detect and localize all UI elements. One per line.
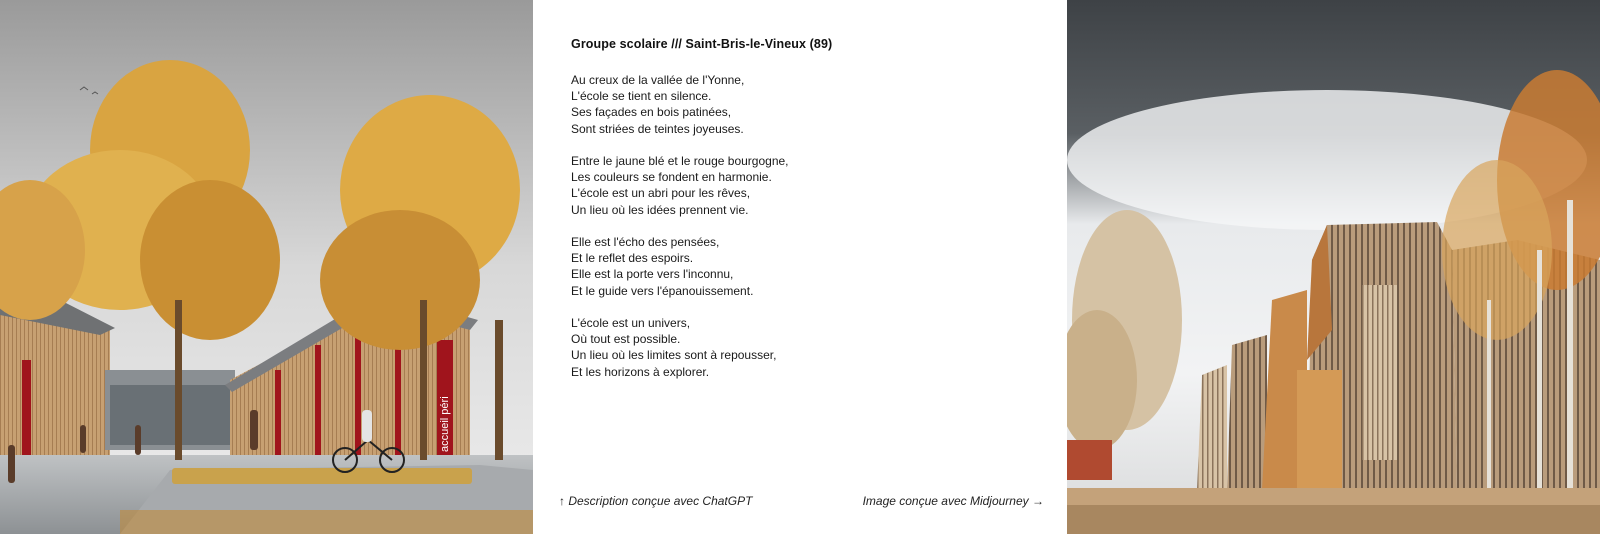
poem-line: Elle est l'écho des pensées,: [571, 235, 720, 249]
project-title: Groupe scolaire /// Saint-Bris-le-Vineux (89): [571, 37, 833, 51]
poem-line: Ses façades en bois patinées,: [571, 105, 732, 120]
poem-line: Sont striées de teintes joyeuses.: [571, 121, 744, 136]
render-sign-text: accueil péri: [439, 396, 451, 452]
caption-chatgpt: ↑ Description conçue avec ChatGPT: [559, 494, 753, 508]
poem-line: L'école se tient en silence.: [571, 89, 712, 104]
description-panel: [533, 0, 1067, 534]
poem-stanza: [571, 153, 1011, 218]
poem-line: Et les horizons à explorer.: [571, 364, 710, 379]
architectural-rendering-image: [0, 0, 533, 534]
poem-line: Un lieu où les idées prennent vie.: [571, 202, 749, 217]
poem: [571, 72, 1011, 396]
poem-line: Et le guide vers l'épanouissement.: [571, 283, 754, 298]
poem-line: Où tout est possible.: [571, 332, 681, 347]
poem-line: Au creux de la vallée de l'Yonne,: [571, 73, 745, 87]
poem-line: Les couleurs se fondent en harmonie.: [571, 170, 772, 185]
poem-stanza: [571, 234, 1011, 299]
poem-stanza: [571, 72, 1011, 137]
poem-line: Entre le jaune blé et le rouge bourgogne,: [571, 154, 789, 168]
poem-line: L'école est un univers,: [571, 316, 691, 330]
midjourney-illustration: [1067, 0, 1600, 534]
poem-line: L'école est un abri pour les rêves,: [571, 186, 751, 201]
caption-midjourney: Image conçue avec Midjourney →: [862, 494, 1044, 508]
poem-line: Et le reflet des espoirs.: [571, 251, 694, 266]
poem-line: Elle est la porte vers l'inconnu,: [571, 267, 734, 282]
midjourney-image: [1067, 0, 1600, 534]
poem-line: Un lieu où les limites sont à repousser,: [571, 348, 777, 363]
rendering-illustration: [0, 0, 533, 534]
poem-stanza: [571, 315, 1011, 380]
